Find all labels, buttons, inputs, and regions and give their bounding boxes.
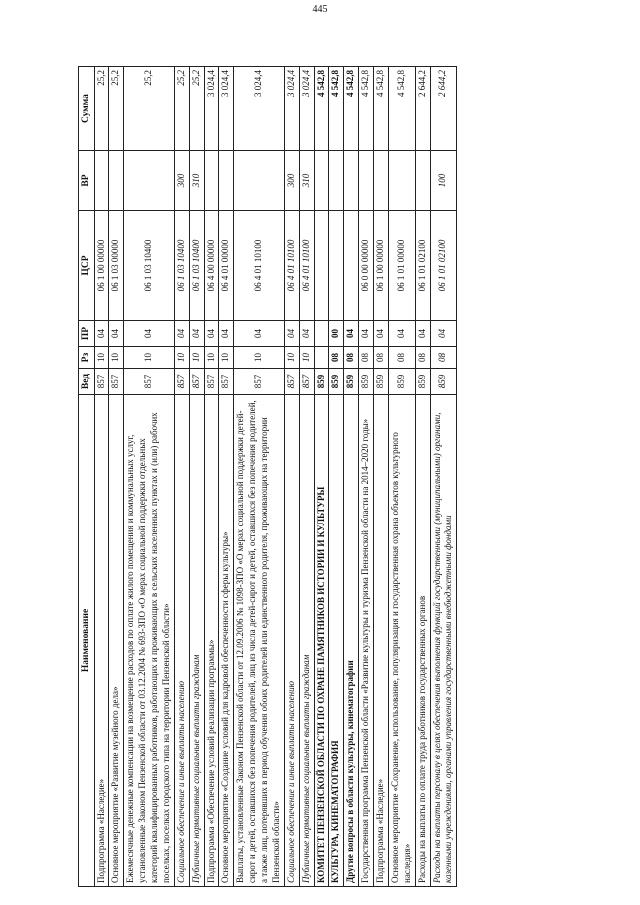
- cell-vr: 100: [430, 151, 457, 211]
- cell-vr: [415, 151, 430, 211]
- rotated-table-container: [78, 67, 578, 887]
- cell-pr: 04: [174, 321, 189, 347]
- cell-csr: 06 4 01 10100: [234, 211, 285, 321]
- cell-vr: [219, 151, 234, 211]
- table-row: [374, 67, 389, 887]
- cell-name: КУЛЬТУРА, КИНЕМАТОГРАФИЯ: [329, 395, 344, 887]
- cell-vr: [124, 151, 175, 211]
- cell-rz: 08: [359, 347, 374, 369]
- cell-sum: 4 542,8: [359, 67, 374, 151]
- cell-csr: [344, 211, 359, 321]
- cell-sum: 4 542,8: [329, 67, 344, 151]
- cell-ved: 857: [219, 369, 234, 395]
- cell-ved: 859: [374, 369, 389, 395]
- cell-name: Расходы на выплаты персоналу в целях обеспечения выполнения функций государственными (муниципальными) органами, казенными учреждениями, органами управления государственными внебюджетными фондами: [430, 395, 457, 887]
- table-row: [189, 67, 204, 887]
- cell-vr: [234, 151, 285, 211]
- cell-vr: [344, 151, 359, 211]
- cell-ved: 857: [299, 369, 314, 395]
- cell-name: Государственная программа Пензенской области «Развитие культуры и туризма Пензенской области на 2014–2020 годы»: [359, 395, 374, 887]
- cell-vr: [314, 151, 329, 211]
- cell-sum: 4 542,8: [374, 67, 389, 151]
- cell-name: Основное мероприятие «Развитие музейного дела»: [109, 395, 124, 887]
- cell-ved: 857: [109, 369, 124, 395]
- table-row: [415, 67, 430, 887]
- cell-rz: 10: [204, 347, 219, 369]
- table-row: [204, 67, 219, 887]
- cell-name: Подпрограмма «Наследие»: [94, 395, 109, 887]
- cell-name: Социальное обеспечение и иные выплаты населению: [284, 395, 299, 887]
- cell-vr: [94, 151, 109, 211]
- cell-csr: 06 4 01 10100: [284, 211, 299, 321]
- cell-pr: 04: [189, 321, 204, 347]
- cell-sum: 3 024,4: [284, 67, 299, 151]
- cell-pr: 04: [124, 321, 175, 347]
- cell-pr: [314, 321, 329, 347]
- table-row: [299, 67, 314, 887]
- cell-sum: 25,2: [174, 67, 189, 151]
- cell-vr: [204, 151, 219, 211]
- cell-name: Основное мероприятие «Создание условий для кадровой обеспеченности сферы культуры»: [219, 395, 234, 887]
- cell-rz: 08: [374, 347, 389, 369]
- cell-vr: 310: [189, 151, 204, 211]
- header-name: Наименование: [79, 395, 95, 887]
- table-header-row: [79, 67, 95, 887]
- cell-name: Расходы на выплаты по оплате труда работников государственных органов: [415, 395, 430, 887]
- table-row: [388, 67, 415, 887]
- cell-sum: 25,2: [189, 67, 204, 151]
- cell-csr: 06 4 01 10100: [299, 211, 314, 321]
- cell-name: КОМИТЕТ ПЕНЗЕНСКОЙ ОБЛАСТИ ПО ОХРАНЕ ПАМЯТНИКОВ ИСТОРИИ И КУЛЬТУРЫ: [314, 395, 329, 887]
- table-row: [174, 67, 189, 887]
- cell-rz: 08: [430, 347, 457, 369]
- header-pr: ПР: [79, 321, 95, 347]
- cell-csr: 06 1 03 10400: [189, 211, 204, 321]
- cell-ved: 857: [234, 369, 285, 395]
- page-number: 445: [312, 4, 328, 15]
- cell-pr: 04: [219, 321, 234, 347]
- cell-pr: 04: [359, 321, 374, 347]
- cell-sum: 2 644,2: [430, 67, 457, 151]
- table-row: [314, 67, 329, 887]
- cell-pr: 04: [234, 321, 285, 347]
- cell-pr: 04: [284, 321, 299, 347]
- cell-csr: [329, 211, 344, 321]
- table-row: [344, 67, 359, 887]
- cell-name: Подпрограмма «Обеспечение условий реализации программы»: [204, 395, 219, 887]
- cell-name: Ежемесячные денежные компенсации на возмещение расходов по оплате жилого помещения и коммунальных услуг, установленные Законом Пензенской области от 03.12.2004 № 693-ЗПО «О мерах социальной поддержки отдельных категорий квалифицированных работников, работающих и проживающих в сельских населенных пунктах и (или) рабочих поселках, поселках городского типа на территории Пензенской области»: [124, 395, 175, 887]
- cell-sum: 3 024,4: [204, 67, 219, 151]
- cell-sum: 2 644,2: [415, 67, 430, 151]
- cell-rz: 08: [415, 347, 430, 369]
- table-row: [359, 67, 374, 887]
- cell-pr: 04: [299, 321, 314, 347]
- table-body: [94, 67, 457, 887]
- table-row: [329, 67, 344, 887]
- cell-csr: 06 1 01 02100: [415, 211, 430, 321]
- header-ved: Вед: [79, 369, 95, 395]
- cell-pr: 04: [374, 321, 389, 347]
- cell-csr: 06 4 00 00000: [204, 211, 219, 321]
- cell-rz: 08: [344, 347, 359, 369]
- cell-name: Подпрограмма «Наследие»: [374, 395, 389, 887]
- cell-rz: 08: [388, 347, 415, 369]
- cell-pr: 04: [109, 321, 124, 347]
- cell-vr: [359, 151, 374, 211]
- cell-ved: 857: [189, 369, 204, 395]
- cell-name: Социальное обеспечение и иные выплаты населению: [174, 395, 189, 887]
- cell-ved: 857: [284, 369, 299, 395]
- cell-vr: [109, 151, 124, 211]
- cell-rz: 10: [174, 347, 189, 369]
- cell-pr: 04: [94, 321, 109, 347]
- cell-csr: 06 1 00 00000: [374, 211, 389, 321]
- cell-rz: 10: [219, 347, 234, 369]
- cell-ved: 857: [124, 369, 175, 395]
- cell-csr: 06 4 01 00000: [219, 211, 234, 321]
- cell-csr: [314, 211, 329, 321]
- table-row: [430, 67, 457, 887]
- header-sum: Сумма: [79, 67, 95, 151]
- cell-rz: [314, 347, 329, 369]
- table-row: [94, 67, 109, 887]
- cell-name: Основное мероприятие «Сохранение, использование, популяризация и государственная охрана объектов культурного наследия»: [388, 395, 415, 887]
- cell-rz: 10: [284, 347, 299, 369]
- cell-csr: 06 0 00 00000: [359, 211, 374, 321]
- cell-vr: [374, 151, 389, 211]
- cell-sum: 3 024,4: [299, 67, 314, 151]
- cell-pr: 00: [329, 321, 344, 347]
- cell-sum: 4 542,8: [388, 67, 415, 151]
- cell-sum: 4 542,8: [314, 67, 329, 151]
- cell-csr: 06 1 01 02100: [430, 211, 457, 321]
- cell-sum: 25,2: [94, 67, 109, 151]
- table-row: [219, 67, 234, 887]
- cell-ved: 859: [388, 369, 415, 395]
- cell-rz: 10: [299, 347, 314, 369]
- cell-vr: [329, 151, 344, 211]
- budget-table: [78, 66, 457, 887]
- cell-ved: 857: [174, 369, 189, 395]
- cell-pr: 04: [344, 321, 359, 347]
- cell-rz: 10: [124, 347, 175, 369]
- table-row: [234, 67, 285, 887]
- cell-vr: 300: [174, 151, 189, 211]
- cell-vr: [388, 151, 415, 211]
- cell-csr: 06 1 03 10400: [124, 211, 175, 321]
- cell-ved: 857: [204, 369, 219, 395]
- cell-csr: 06 1 03 10400: [174, 211, 189, 321]
- cell-sum: 4 542,8: [344, 67, 359, 151]
- table-row: [284, 67, 299, 887]
- cell-name: Выплаты, установленные Законом Пензенской области от 12.09.2006 № 1098-ЗПО «О мерах социальной поддержки детей-сирот и детей, оставшихся без попечения родителей, лиц из числа детей-сирот и детей, оставшихся без попечения родителей, а также лиц, потерявших в период обучения обоих родителей или единственного родителя, проживающих на территории Пензенской области»: [234, 395, 285, 887]
- cell-name: Другие вопросы в области культуры, кинематографии: [344, 395, 359, 887]
- cell-name: Публичные нормативные социальные выплаты гражданам: [189, 395, 204, 887]
- cell-pr: 04: [204, 321, 219, 347]
- table-row: [109, 67, 124, 887]
- cell-sum: 25,2: [109, 67, 124, 151]
- cell-ved: 859: [359, 369, 374, 395]
- cell-ved: 857: [94, 369, 109, 395]
- cell-pr: 04: [430, 321, 457, 347]
- cell-rz: 10: [94, 347, 109, 369]
- cell-vr: 300: [284, 151, 299, 211]
- cell-rz: 10: [109, 347, 124, 369]
- cell-rz: 10: [189, 347, 204, 369]
- cell-pr: 04: [388, 321, 415, 347]
- cell-ved: 859: [415, 369, 430, 395]
- cell-pr: 04: [415, 321, 430, 347]
- header-vr: ВР: [79, 151, 95, 211]
- cell-sum: 25,2: [124, 67, 175, 151]
- cell-ved: 859: [329, 369, 344, 395]
- cell-ved: 859: [344, 369, 359, 395]
- table-row: [124, 67, 175, 887]
- header-rz: Рз: [79, 347, 95, 369]
- cell-csr: 06 1 01 00000: [388, 211, 415, 321]
- cell-vr: 310: [299, 151, 314, 211]
- cell-ved: 859: [314, 369, 329, 395]
- cell-rz: 10: [234, 347, 285, 369]
- cell-sum: 3 024,4: [234, 67, 285, 151]
- cell-csr: 06 1 03 00000: [109, 211, 124, 321]
- cell-rz: 08: [329, 347, 344, 369]
- cell-csr: 06 1 00 00000: [94, 211, 109, 321]
- cell-ved: 859: [430, 369, 457, 395]
- cell-name: Публичные нормативные социальные выплаты гражданам: [299, 395, 314, 887]
- header-csr: ЦСР: [79, 211, 95, 321]
- cell-sum: 3 024,4: [219, 67, 234, 151]
